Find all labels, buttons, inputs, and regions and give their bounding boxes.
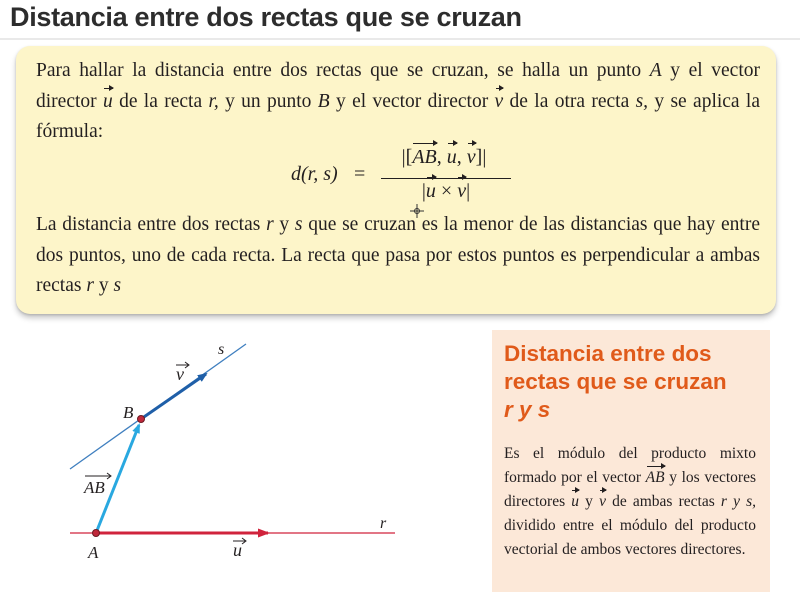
definition-paragraph-1: Para hallar la distancia entre dos rectas que se cruzan, se halla un punto A y el vector director u de la recta r, y un punto B y el vector director v de la otra recta s, y se aplica la fórmula: — [36, 60, 761, 142]
definition-paragraph-2: La distancia entre dos rectas r y s que se cruzan es la menor de las distancias que hay entre dos puntos, uno de cada recta. La recta que pasa por estos puntos es perpendicular a ambas rectas r y s — [36, 214, 760, 296]
vector-u: u — [571, 493, 580, 510]
summary-text: Es el módulo del producto mixto formado por el vector AB y los vectores directores u y v de ambas rectas r y s, dividido entre el módulo del producto vectorial de ambos vectores directores. — [504, 445, 757, 558]
formula-numerator: |[AB, u, v]| — [401, 146, 487, 168]
line-s: s, — [635, 90, 649, 112]
vector-v: v — [494, 90, 504, 112]
label-A: A — [88, 543, 99, 562]
formula-equals: = — [354, 163, 366, 185]
vector-AB: AB — [645, 469, 665, 486]
skew-lines-diagram — [60, 330, 420, 580]
vector-AB: AB — [412, 146, 437, 168]
label-r: r — [380, 515, 387, 532]
text-cursor-icon — [409, 203, 425, 219]
vector-u: u — [102, 90, 113, 112]
vector-u: u — [425, 180, 436, 202]
point-B-marker — [138, 416, 145, 423]
label-AB: AB — [84, 478, 105, 497]
vector-v: v — [599, 493, 606, 510]
summary-box — [492, 330, 770, 592]
vector-v: v — [466, 146, 476, 168]
formula-denominator: |u × v| — [421, 180, 471, 202]
vector-v-arrow — [141, 374, 206, 419]
label-v: v — [176, 364, 184, 384]
label-u: u — [233, 540, 242, 560]
distance-formula — [291, 144, 591, 210]
definition-box — [16, 46, 776, 314]
point-A-marker — [93, 530, 100, 537]
vector-u: u — [446, 146, 457, 168]
point-B: B — [317, 90, 330, 112]
title-divider — [0, 38, 800, 40]
formula-lhs: d(r, s) — [291, 163, 338, 185]
page-title: Distancia entre dos rectas que se cruzan — [10, 2, 522, 32]
line-r: r, — [208, 90, 219, 112]
label-s: s — [218, 341, 225, 358]
point-A: A — [649, 60, 662, 81]
vector-v: v — [457, 180, 467, 202]
label-B: B — [123, 403, 134, 422]
summary-title: Distancia entre dos rectas que se cruzan r y s — [504, 341, 727, 422]
